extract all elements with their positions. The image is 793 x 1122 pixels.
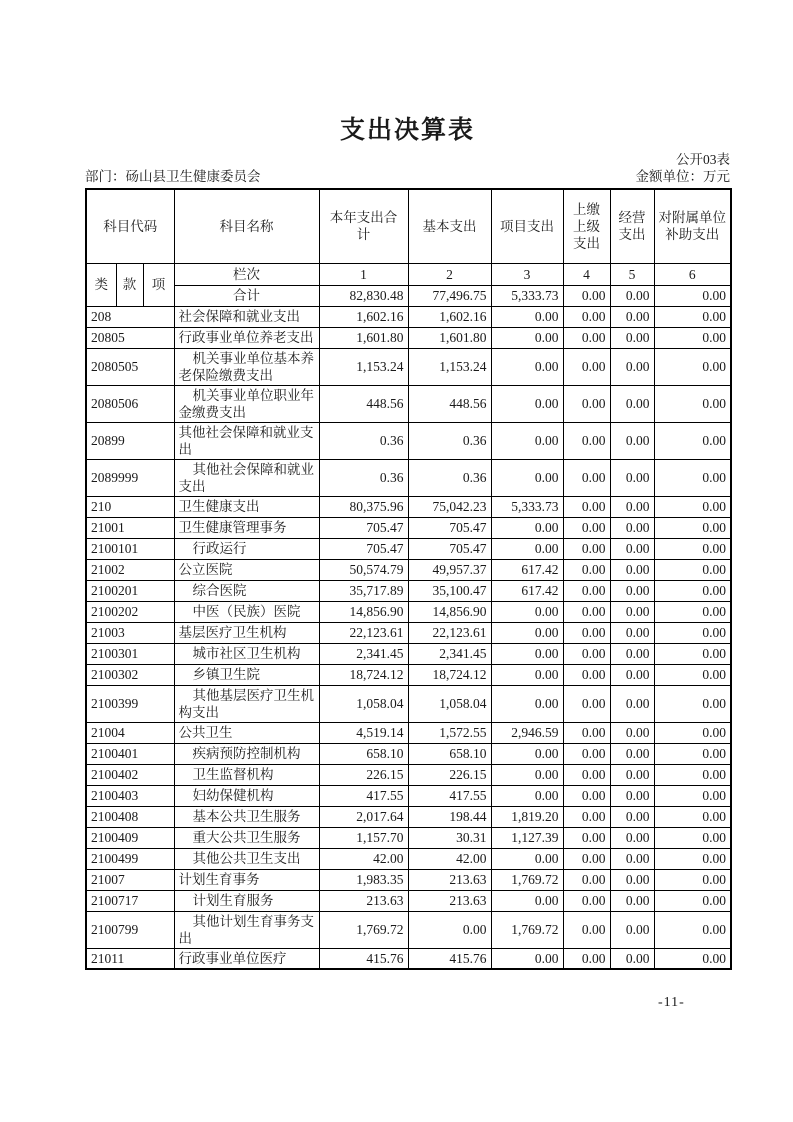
page-number: -11- (658, 995, 685, 1010)
value-cell: 705.47 (408, 517, 491, 538)
value-cell: 0.00 (491, 764, 563, 785)
total-value: 82,830.48 (319, 285, 408, 306)
value-cell: 2,341.45 (408, 643, 491, 664)
header-section: 款 (116, 263, 143, 306)
subject-name-cell: 其他公共卫生支出 (174, 848, 319, 869)
value-cell: 0.00 (654, 743, 731, 764)
value-cell: 0.00 (654, 327, 731, 348)
value-cell: 0.00 (610, 622, 654, 643)
subject-name-cell: 公共卫生 (174, 722, 319, 743)
value-cell: 0.00 (563, 827, 610, 848)
subject-code-cell: 2100408 (86, 806, 174, 827)
lanci-2: 2 (408, 263, 491, 285)
value-cell: 0.00 (563, 785, 610, 806)
value-cell: 0.00 (563, 459, 610, 496)
value-cell: 42.00 (408, 848, 491, 869)
value-cell: 0.00 (654, 664, 731, 685)
value-cell: 0.00 (563, 743, 610, 764)
value-cell: 1,572.55 (408, 722, 491, 743)
value-cell: 0.00 (654, 580, 731, 601)
value-cell: 0.00 (563, 848, 610, 869)
value-cell: 226.15 (319, 764, 408, 785)
value-cell: 0.00 (610, 306, 654, 327)
value-cell: 617.42 (491, 559, 563, 580)
subject-code-cell: 2080505 (86, 348, 174, 385)
value-cell: 0.00 (563, 601, 610, 622)
subject-name-cell: 基层医疗卫生机构 (174, 622, 319, 643)
value-cell: 0.00 (491, 948, 563, 969)
table-row (86, 890, 731, 911)
value-cell: 0.00 (563, 385, 610, 422)
value-cell: 0.00 (491, 306, 563, 327)
value-cell: 0.00 (491, 459, 563, 496)
value-cell: 0.00 (563, 664, 610, 685)
header-subsidy-expenditure: 对附属单位补助支出 (654, 189, 731, 263)
value-cell: 4,519.14 (319, 722, 408, 743)
value-cell: 198.44 (408, 806, 491, 827)
value-cell: 22,123.61 (408, 622, 491, 643)
value-cell: 0.00 (563, 806, 610, 827)
value-cell: 0.00 (610, 911, 654, 948)
value-cell: 0.00 (654, 806, 731, 827)
value-cell: 1,127.39 (491, 827, 563, 848)
document-sheet (85, 0, 730, 970)
value-cell: 1,153.24 (319, 348, 408, 385)
subject-name-cell: 综合医院 (174, 580, 319, 601)
value-cell: 0.00 (491, 890, 563, 911)
value-cell: 0.00 (491, 743, 563, 764)
header-total-expenditure: 本年支出合计 (319, 189, 408, 263)
value-cell: 2,946.59 (491, 722, 563, 743)
value-cell: 0.00 (654, 517, 731, 538)
value-cell: 0.00 (654, 459, 731, 496)
value-cell: 18,724.12 (319, 664, 408, 685)
table-row (86, 622, 731, 643)
value-cell: 0.00 (491, 538, 563, 559)
table-row (86, 785, 731, 806)
value-cell: 0.00 (491, 785, 563, 806)
value-cell: 0.36 (408, 459, 491, 496)
value-cell: 0.00 (491, 517, 563, 538)
subject-name-cell: 机关事业单位职业年金缴费支出 (174, 385, 319, 422)
subject-code-cell: 2100301 (86, 643, 174, 664)
table-row (86, 664, 731, 685)
value-cell: 617.42 (491, 580, 563, 601)
table-row (86, 496, 731, 517)
table-code-label: 公开03表 (676, 152, 730, 167)
value-cell: 0.00 (610, 948, 654, 969)
header-row (86, 189, 731, 263)
value-cell: 0.00 (563, 306, 610, 327)
subject-name-cell: 重大公共卫生服务 (174, 827, 319, 848)
lanci-4: 4 (563, 263, 610, 285)
value-cell: 0.00 (654, 385, 731, 422)
value-cell: 0.00 (654, 911, 731, 948)
subject-name-cell: 卫生健康支出 (174, 496, 319, 517)
value-cell: 0.00 (563, 890, 610, 911)
header-project-expenditure: 项目支出 (491, 189, 563, 263)
value-cell: 0.00 (610, 664, 654, 685)
value-cell: 448.56 (319, 385, 408, 422)
table-row (86, 764, 731, 785)
header-category: 类 (86, 263, 116, 306)
value-cell: 0.00 (610, 848, 654, 869)
value-cell: 75,042.23 (408, 496, 491, 517)
value-cell: 213.63 (319, 890, 408, 911)
table-row (86, 869, 731, 890)
table-row (86, 422, 731, 459)
value-cell: 0.00 (654, 785, 731, 806)
lanci-3: 3 (491, 263, 563, 285)
value-cell: 0.00 (610, 785, 654, 806)
header-operating-expenditure: 经营支出 (610, 189, 654, 263)
subject-code-cell: 2100302 (86, 664, 174, 685)
value-cell: 0.00 (563, 538, 610, 559)
value-cell: 0.00 (654, 422, 731, 459)
table-row (86, 722, 731, 743)
subject-name-cell: 机关事业单位基本养老保险缴费支出 (174, 348, 319, 385)
value-cell: 0.00 (610, 559, 654, 580)
value-cell: 0.00 (563, 869, 610, 890)
total-value: 0.00 (654, 285, 731, 306)
subject-name-cell: 中医（民族）医院 (174, 601, 319, 622)
value-cell: 658.10 (408, 743, 491, 764)
subject-code-cell: 2100409 (86, 827, 174, 848)
value-cell: 0.00 (610, 806, 654, 827)
value-cell: 0.00 (563, 764, 610, 785)
value-cell: 14,856.90 (319, 601, 408, 622)
value-cell: 1,602.16 (408, 306, 491, 327)
table-row (86, 348, 731, 385)
subject-code-cell: 21007 (86, 869, 174, 890)
expenditure-table (85, 188, 732, 970)
subject-code-cell: 21001 (86, 517, 174, 538)
value-cell: 705.47 (319, 517, 408, 538)
value-cell: 0.00 (610, 580, 654, 601)
value-cell: 0.00 (610, 869, 654, 890)
value-cell: 0.00 (563, 580, 610, 601)
value-cell: 0.00 (563, 348, 610, 385)
value-cell: 0.00 (610, 764, 654, 785)
value-cell: 30.31 (408, 827, 491, 848)
table-row (86, 948, 731, 969)
subject-name-cell: 乡镇卫生院 (174, 664, 319, 685)
value-cell: 0.00 (563, 911, 610, 948)
subject-name-cell: 其他基层医疗卫生机构支出 (174, 685, 319, 722)
value-cell: 0.00 (491, 622, 563, 643)
value-cell: 0.00 (491, 685, 563, 722)
subject-name-cell: 其他社会保障和就业支出 (174, 422, 319, 459)
subject-code-cell: 210 (86, 496, 174, 517)
value-cell: 213.63 (408, 890, 491, 911)
department-label: 部门：砀山县卫生健康委员会 (85, 169, 261, 184)
value-cell: 1,769.72 (319, 911, 408, 948)
value-cell: 0.00 (654, 890, 731, 911)
subject-code-cell: 2100717 (86, 890, 174, 911)
subject-code-cell: 2100402 (86, 764, 174, 785)
value-cell: 0.00 (563, 622, 610, 643)
value-cell: 80,375.96 (319, 496, 408, 517)
value-cell: 50,574.79 (319, 559, 408, 580)
value-cell: 2,017.64 (319, 806, 408, 827)
subject-name-cell: 公立医院 (174, 559, 319, 580)
subject-name-cell: 社会保障和就业支出 (174, 306, 319, 327)
value-cell: 0.00 (563, 517, 610, 538)
total-value: 5,333.73 (491, 285, 563, 306)
subject-code-cell: 2100799 (86, 911, 174, 948)
lanci-5: 5 (610, 263, 654, 285)
meta-row (85, 168, 730, 185)
value-cell: 14,856.90 (408, 601, 491, 622)
value-cell: 1,157.70 (319, 827, 408, 848)
value-cell: 0.00 (610, 348, 654, 385)
value-cell: 658.10 (319, 743, 408, 764)
value-cell: 0.00 (654, 685, 731, 722)
value-cell: 0.00 (610, 538, 654, 559)
subject-name-cell: 行政事业单位医疗 (174, 948, 319, 969)
value-cell: 2,341.45 (319, 643, 408, 664)
header-subject-code: 科目代码 (86, 189, 174, 263)
table-row (86, 538, 731, 559)
value-cell: 0.00 (491, 327, 563, 348)
table-row (86, 559, 731, 580)
value-cell: 417.55 (319, 785, 408, 806)
subject-code-cell: 20899 (86, 422, 174, 459)
value-cell: 0.00 (654, 869, 731, 890)
value-cell: 0.00 (610, 385, 654, 422)
value-cell: 417.55 (408, 785, 491, 806)
subject-code-cell: 2080506 (86, 385, 174, 422)
subject-name-cell: 卫生健康管理事务 (174, 517, 319, 538)
subject-name-cell: 其他社会保障和就业支出 (174, 459, 319, 496)
unit-label: 金额单位：万元 (635, 169, 730, 184)
value-cell: 1,602.16 (319, 306, 408, 327)
subject-code-cell: 2100401 (86, 743, 174, 764)
value-cell: 0.00 (563, 685, 610, 722)
value-cell: 0.00 (491, 601, 563, 622)
value-cell: 49,957.37 (408, 559, 491, 580)
value-cell: 35,100.47 (408, 580, 491, 601)
value-cell: 448.56 (408, 385, 491, 422)
value-cell: 1,769.72 (491, 911, 563, 948)
value-cell: 0.00 (563, 327, 610, 348)
value-cell: 0.00 (563, 422, 610, 459)
value-cell: 1,601.80 (408, 327, 491, 348)
value-cell: 0.00 (563, 948, 610, 969)
value-cell: 0.00 (654, 306, 731, 327)
subject-code-cell: 21011 (86, 948, 174, 969)
value-cell: 226.15 (408, 764, 491, 785)
subject-code-cell: 21002 (86, 559, 174, 580)
subject-code-cell: 2100399 (86, 685, 174, 722)
header-item: 项 (143, 263, 174, 306)
value-cell: 0.00 (491, 422, 563, 459)
subject-code-cell: 21004 (86, 722, 174, 743)
value-cell: 705.47 (408, 538, 491, 559)
value-cell: 0.00 (610, 327, 654, 348)
subject-code-cell: 20805 (86, 327, 174, 348)
value-cell: 0.36 (319, 459, 408, 496)
value-cell: 1,983.35 (319, 869, 408, 890)
subject-name-cell: 基本公共卫生服务 (174, 806, 319, 827)
subject-code-cell: 2100499 (86, 848, 174, 869)
value-cell: 22,123.61 (319, 622, 408, 643)
value-cell: 0.00 (654, 559, 731, 580)
subject-name-cell: 计划生育事务 (174, 869, 319, 890)
value-cell: 0.00 (610, 422, 654, 459)
value-cell: 0.00 (610, 601, 654, 622)
total-value: 77,496.75 (408, 285, 491, 306)
value-cell: 0.00 (563, 496, 610, 517)
value-cell: 0.00 (610, 890, 654, 911)
table-row (86, 580, 731, 601)
value-cell: 0.00 (654, 538, 731, 559)
value-cell: 0.00 (654, 496, 731, 517)
total-value: 0.00 (563, 285, 610, 306)
value-cell: 1,058.04 (408, 685, 491, 722)
subject-name-cell: 城市社区卫生机构 (174, 643, 319, 664)
value-cell: 0.00 (654, 622, 731, 643)
value-cell: 0.00 (491, 385, 563, 422)
table-row (86, 459, 731, 496)
value-cell: 0.00 (563, 722, 610, 743)
value-cell: 0.00 (491, 643, 563, 664)
subject-code-cell: 2100403 (86, 785, 174, 806)
subject-name-cell: 行政事业单位养老支出 (174, 327, 319, 348)
value-cell: 0.00 (610, 827, 654, 848)
value-cell: 35,717.89 (319, 580, 408, 601)
total-label: 合计 (174, 285, 319, 306)
column-index-row (86, 263, 731, 285)
value-cell: 1,819.20 (491, 806, 563, 827)
value-cell: 1,153.24 (408, 348, 491, 385)
table-row (86, 601, 731, 622)
subject-name-cell: 行政运行 (174, 538, 319, 559)
value-cell: 0.00 (610, 743, 654, 764)
table-row (86, 327, 731, 348)
header-upturned-expenditure: 上缴上级支出 (563, 189, 610, 263)
table-row (86, 643, 731, 664)
value-cell: 0.00 (654, 848, 731, 869)
subject-name-cell: 疾病预防控制机构 (174, 743, 319, 764)
value-cell: 42.00 (319, 848, 408, 869)
table-row (86, 517, 731, 538)
value-cell: 5,333.73 (491, 496, 563, 517)
grand-total-row (86, 285, 731, 306)
value-cell: 0.00 (491, 848, 563, 869)
value-cell: 705.47 (319, 538, 408, 559)
value-cell: 0.00 (654, 948, 731, 969)
value-cell: 0.00 (408, 911, 491, 948)
table-row (86, 911, 731, 948)
value-cell: 0.00 (610, 517, 654, 538)
table-row (86, 385, 731, 422)
total-value: 0.00 (610, 285, 654, 306)
value-cell: 415.76 (319, 948, 408, 969)
table-row (86, 685, 731, 722)
value-cell: 0.00 (491, 664, 563, 685)
value-cell: 0.00 (610, 685, 654, 722)
value-cell: 0.00 (654, 722, 731, 743)
value-cell: 0.00 (563, 643, 610, 664)
value-cell: 1,058.04 (319, 685, 408, 722)
table-row (86, 806, 731, 827)
subject-code-cell: 2089999 (86, 459, 174, 496)
subject-code-cell: 208 (86, 306, 174, 327)
subject-name-cell: 卫生监督机构 (174, 764, 319, 785)
value-cell: 0.00 (610, 459, 654, 496)
value-cell: 0.00 (654, 348, 731, 385)
subject-name-cell: 妇幼保健机构 (174, 785, 319, 806)
lanci-label: 栏次 (174, 263, 319, 285)
lanci-6: 6 (654, 263, 731, 285)
value-cell: 415.76 (408, 948, 491, 969)
subject-name-cell: 其他计划生育事务支出 (174, 911, 319, 948)
lanci-1: 1 (319, 263, 408, 285)
value-cell: 1,601.80 (319, 327, 408, 348)
value-cell: 1,769.72 (491, 869, 563, 890)
table-row (86, 827, 731, 848)
value-cell: 0.00 (654, 827, 731, 848)
value-cell: 0.00 (563, 559, 610, 580)
value-cell: 0.00 (610, 496, 654, 517)
header-basic-expenditure: 基本支出 (408, 189, 491, 263)
value-cell: 0.00 (610, 643, 654, 664)
subject-code-cell: 2100202 (86, 601, 174, 622)
value-cell: 18,724.12 (408, 664, 491, 685)
header-subject-name: 科目名称 (174, 189, 319, 263)
value-cell: 0.36 (319, 422, 408, 459)
value-cell: 213.63 (408, 869, 491, 890)
value-cell: 0.00 (654, 601, 731, 622)
value-cell: 0.00 (654, 643, 731, 664)
subject-code-cell: 2100101 (86, 538, 174, 559)
subject-name-cell: 计划生育服务 (174, 890, 319, 911)
value-cell: 0.00 (491, 348, 563, 385)
subject-code-cell: 2100201 (86, 580, 174, 601)
page-title: 支出决算表 (339, 117, 475, 144)
value-cell: 0.36 (408, 422, 491, 459)
value-cell: 0.00 (610, 722, 654, 743)
table-row (86, 306, 731, 327)
table-body (86, 306, 731, 969)
table-row (86, 743, 731, 764)
table-row (86, 848, 731, 869)
subject-code-cell: 21003 (86, 622, 174, 643)
value-cell: 0.00 (654, 764, 731, 785)
